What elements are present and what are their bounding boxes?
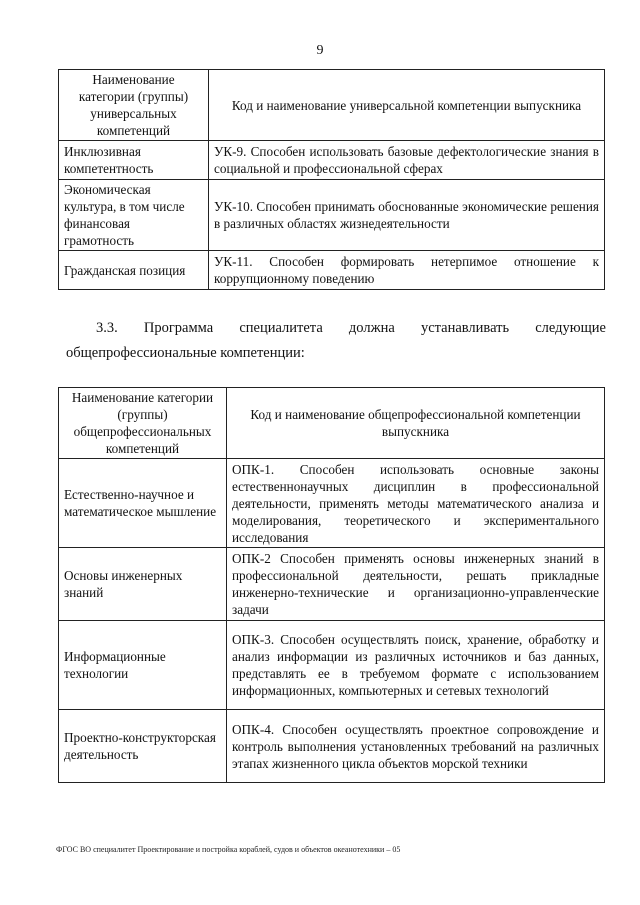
paragraph-line-2: общепрофессиональные компетенции: [66, 345, 305, 361]
table-row [59, 548, 605, 621]
page-number: 9 [316, 43, 324, 58]
description-cell: УК-10. Способен принимать обоснованные экономические решения в различных областях жизнедеятельности [209, 180, 605, 251]
category-cell: Гражданская позиция [59, 251, 209, 290]
section-paragraph [66, 316, 606, 366]
table-row [59, 621, 605, 710]
category-cell: Инклюзивная компетентность [59, 141, 209, 180]
header-code: Код и наименование универсальной компетенции выпускника [209, 70, 605, 141]
header-code: Код и наименование общепрофессиональной компетенции выпускника [227, 388, 605, 459]
paragraph-word: специалитета [239, 320, 323, 336]
paragraph-line-1 [96, 316, 606, 341]
category-cell: Проектно-конструкторская деятельность [59, 710, 227, 783]
description-cell: ОПК-2 Способен применять основы инженерных знаний в профессиональной деятельности, решать прикладные инженерно-технические и организационно-управленческие задачи [227, 548, 605, 621]
table-row [59, 141, 605, 180]
description-cell: ОПК-3. Способен осуществлять поиск, хранение, обработку и анализ информации из различных источников и баз данных, представлять ее в требуемом формате с использованием информационных, компьютерных и сетевых технологий [227, 621, 605, 710]
section-number: 3.3. [96, 320, 118, 336]
category-cell: Основы инженерных знаний [59, 548, 227, 621]
category-cell: Естественно-научное и математическое мышление [59, 459, 227, 548]
header-category: Наименование категории (группы) универсальных компетенций [59, 70, 209, 141]
description-cell: УК-11. Способен формировать нетерпимое отношение к коррупционному поведению [209, 251, 605, 290]
paragraph-word: устанавливать [420, 320, 510, 336]
paragraph-word: следующие [535, 320, 606, 336]
document-footer: ФГОС ВО специалитет Проектирование и постройка кораблей, судов и объектов океанотехники – 05 [56, 845, 401, 854]
description-cell: ОПК-1. Способен использовать основные законы естественнонаучных дисциплин в профессиональной деятельности, применять методы математического анализа и моделирования, теоретического и экспериментального исследования [227, 459, 605, 548]
category-cell: Экономическая культура, в том числе финансовая грамотность [59, 180, 209, 251]
table-row [59, 710, 605, 783]
paragraph-word: Программа [143, 320, 214, 336]
paragraph-word: должна [348, 320, 395, 336]
general-professional-competencies-table [58, 387, 605, 783]
table-row [59, 251, 605, 290]
table-header-row [59, 388, 605, 459]
table-header-row [59, 70, 605, 141]
table-row [59, 459, 605, 548]
header-category: Наименование категории (группы) общепрофессиональных компетенций [59, 388, 227, 459]
category-cell: Информационные технологии [59, 621, 227, 710]
description-cell: ОПК-4. Способен осуществлять проектное сопровождение и контроль выполнения установленных требований на различных этапах жизненного цикла объектов морской техники [227, 710, 605, 783]
table-row [59, 180, 605, 251]
description-cell: УК-9. Способен использовать базовые дефектологические знания в социальной и профессиональной сферах [209, 141, 605, 180]
universal-competencies-table [58, 69, 605, 290]
